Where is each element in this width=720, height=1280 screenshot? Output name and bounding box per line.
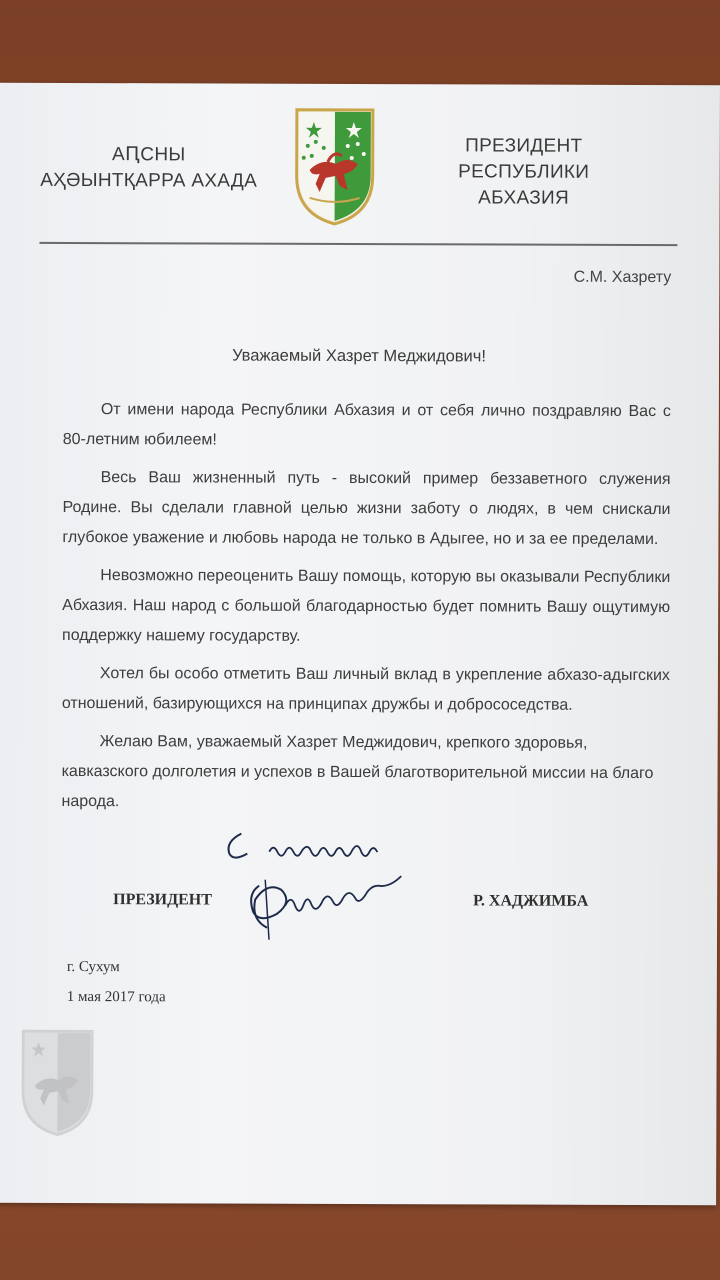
handwritten-signature-icon xyxy=(207,823,477,944)
paragraph: Хотел бы особо отметить Ваш личный вклад в укрепление абхазо-адыгских отношений, базирующихся на принципах дружбы и добрососедства. xyxy=(61,665,670,714)
letterhead-abkhaz xyxy=(40,142,258,195)
place: г. Сухум xyxy=(66,958,120,976)
paragraph: Невозможно переоценить Вашу помощь, которую вы оказывали Республики Абхазия. Наш народ с большой благодарностью будет помнить Вашу ощутимую поддержку нашему государству. xyxy=(62,567,671,645)
letterhead-russian-line1: ПРЕЗИДЕНТ xyxy=(465,135,583,157)
letterhead-abkhaz-line1: АԤСНЫ xyxy=(111,144,186,166)
abkhazia-coat-of-arms-icon xyxy=(291,106,377,228)
letterhead-russian-line2: РЕСПУБЛИКИ АБХАЗИЯ xyxy=(458,161,590,209)
signatory-title: ПРЕЗИДЕНТ xyxy=(113,891,212,909)
letterhead-abkhaz-line2: АҲӘЫНТҚАРРА АХАДА xyxy=(40,169,258,192)
paragraph: Весь Ваш жизненный путь - высокий пример беззаветного служения Родине. Вы сделали главной целью жизни заботу о людях, в чем снискали глубокое уважение и любовь народа не только в Адыгее, но и за ее пределами. xyxy=(62,469,671,549)
addressee: С.М. Хазрету xyxy=(573,268,672,287)
signatory-name: Р. ХАДЖИМБА xyxy=(473,892,589,910)
coat-of-arms-watermark-icon xyxy=(18,1027,96,1139)
letterhead-russian xyxy=(412,133,636,212)
header-divider xyxy=(39,242,677,246)
letter-body xyxy=(61,395,670,827)
date: 1 мая 2017 года xyxy=(66,988,166,1006)
paragraph: От имени народа Республики Абхазия и от себя лично поздравляю Вас с 80-летним юбилеем! xyxy=(62,401,671,449)
letter-sheet xyxy=(0,83,720,1206)
paragraph: Желаю Вам, уважаемый Хазрет Меджидович, крепкого здоровья, кавказского долголетия и успехов в Вашей благотворительной миссии на благо народа. xyxy=(61,733,654,811)
salutation: Уважаемый Хазрет Меджидович! xyxy=(232,346,486,366)
